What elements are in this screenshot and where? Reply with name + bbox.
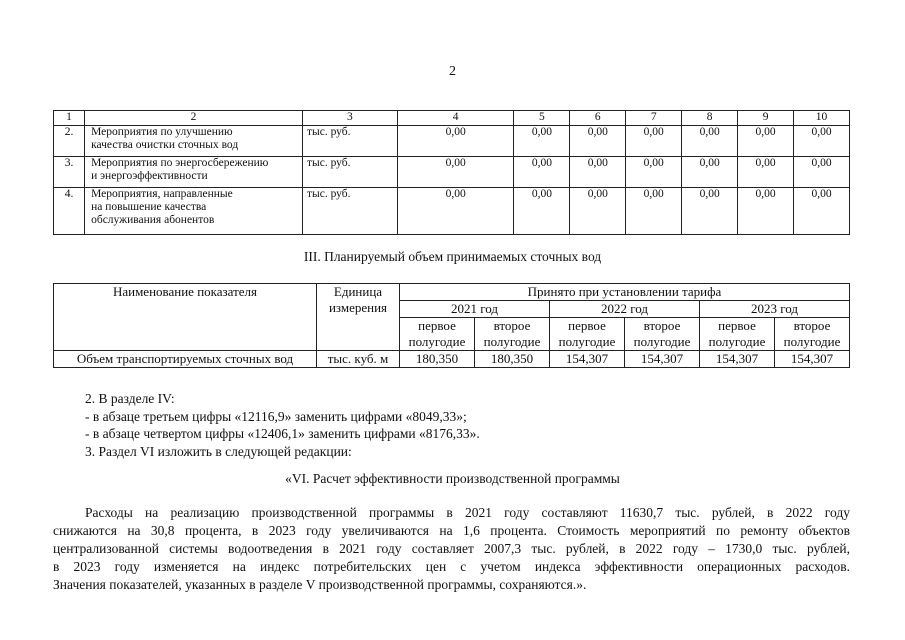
cell-value: 0,00 xyxy=(626,157,682,188)
cell-value: 180,350 xyxy=(400,351,475,368)
row-number: 3. xyxy=(54,157,85,188)
column-number: 9 xyxy=(738,111,794,126)
cell-value: 0,00 xyxy=(682,157,738,188)
column-number: 4 xyxy=(397,111,514,126)
column-number: 8 xyxy=(682,111,738,126)
column-number: 5 xyxy=(514,111,570,126)
body-line: централизованной системы водоотведения в 2021 году составляет 2007,3 тыс. рублей, в 2022 году – 1730,0 тыс. рублей, xyxy=(53,541,850,556)
header-half-year: первое полугодие xyxy=(400,318,475,351)
column-number: 7 xyxy=(626,111,682,126)
wastewater-volume-table xyxy=(53,283,850,368)
header-tariff: Принято при установлении тарифа xyxy=(400,284,850,301)
body-line: в 2023 году изменяется на индекс потребительских цен с учетом индекса эффективности операционных расходов. xyxy=(53,559,850,574)
row-name: Мероприятия по улучшению качества очистки сточных вод xyxy=(85,126,303,157)
header-year: 2021 год xyxy=(400,301,550,318)
header-year: 2023 год xyxy=(700,301,850,318)
row-unit: тыс. куб. м xyxy=(317,351,400,368)
cell-value: 0,00 xyxy=(682,126,738,157)
cell-value: 0,00 xyxy=(397,126,514,157)
cell-value: 0,00 xyxy=(570,126,626,157)
table-row xyxy=(54,351,850,368)
table-header-row xyxy=(54,111,850,126)
amendment-paragraph: 2. В разделе IV: xyxy=(85,391,175,406)
row-name: Мероприятия, направленные на повышение качества обслуживания абонентов xyxy=(85,188,303,235)
cell-value: 154,307 xyxy=(775,351,850,368)
page-number: 2 xyxy=(449,64,456,79)
row-number: 4. xyxy=(54,188,85,235)
cell-value: 0,00 xyxy=(514,157,570,188)
row-name: Мероприятия по энергосбережению и энергоэффективности xyxy=(85,157,303,188)
cell-value: 0,00 xyxy=(738,126,794,157)
header-half-year: второе полугодие xyxy=(775,318,850,351)
body-line: Расходы на реализацию производственной программы в 2021 году составляют 11630,7 тыс. рублей, в 2022 году xyxy=(85,505,850,520)
cell-value: 0,00 xyxy=(514,126,570,157)
cell-value: 0,00 xyxy=(682,188,738,235)
table-header-row xyxy=(54,284,850,301)
cell-value: 154,307 xyxy=(625,351,700,368)
cell-value: 0,00 xyxy=(794,126,850,157)
column-number: 2 xyxy=(85,111,303,126)
events-cost-table xyxy=(53,110,850,235)
column-number: 6 xyxy=(570,111,626,126)
cell-value: 0,00 xyxy=(514,188,570,235)
column-number: 1 xyxy=(54,111,85,126)
row-number: 2. xyxy=(54,126,85,157)
table-row xyxy=(54,188,850,235)
cell-value: 0,00 xyxy=(626,188,682,235)
cell-value: 0,00 xyxy=(570,188,626,235)
row-unit: тыс. руб. xyxy=(302,126,397,157)
row-name: Объем транспортируемых сточных вод xyxy=(54,351,317,368)
cell-value: 0,00 xyxy=(397,157,514,188)
amendment-paragraph: - в абзаце третьем цифры «12116,9» заменить цифрами «8049,33»; xyxy=(85,409,467,424)
cell-value: 180,350 xyxy=(475,351,550,368)
header-indicator-name: Наименование показателя xyxy=(54,284,317,351)
column-number: 10 xyxy=(794,111,850,126)
amendment-paragraph: 3. Раздел VI изложить в следующей редакции: xyxy=(85,444,352,459)
amendment-paragraph: - в абзаце четвертом цифры «12406,1» заменить цифрами «8176,33». xyxy=(85,426,480,441)
cell-value: 0,00 xyxy=(570,157,626,188)
cell-value: 0,00 xyxy=(794,157,850,188)
cell-value: 0,00 xyxy=(397,188,514,235)
cell-value: 154,307 xyxy=(700,351,775,368)
body-line: снижаются на 30,8 процента, в 2023 году увеличиваются на 1,6 процента. Стоимость мероприятий по ремонту объектов xyxy=(53,523,850,538)
table-row xyxy=(54,126,850,157)
header-half-year: второе полугодие xyxy=(625,318,700,351)
row-unit: тыс. руб. xyxy=(302,157,397,188)
header-unit: Единица измерения xyxy=(317,284,400,351)
column-number: 3 xyxy=(302,111,397,126)
table-row xyxy=(54,157,850,188)
row-unit: тыс. руб. xyxy=(302,188,397,235)
header-half-year: первое полугодие xyxy=(550,318,625,351)
cell-value: 0,00 xyxy=(794,188,850,235)
header-half-year: первое полугодие xyxy=(700,318,775,351)
body-paragraph xyxy=(53,504,850,594)
body-line: Значения показателей, указанных в разделе V производственной программы, сохраняются.». xyxy=(53,577,587,592)
cell-value: 0,00 xyxy=(626,126,682,157)
header-year: 2022 год xyxy=(550,301,700,318)
section-title: III. Планируемый объем принимаемых сточных вод xyxy=(303,249,602,264)
section-title: «VI. Расчет эффективности производственной программы xyxy=(285,471,620,486)
cell-value: 154,307 xyxy=(550,351,625,368)
cell-value: 0,00 xyxy=(738,157,794,188)
header-half-year: второе полугодие xyxy=(475,318,550,351)
cell-value: 0,00 xyxy=(738,188,794,235)
